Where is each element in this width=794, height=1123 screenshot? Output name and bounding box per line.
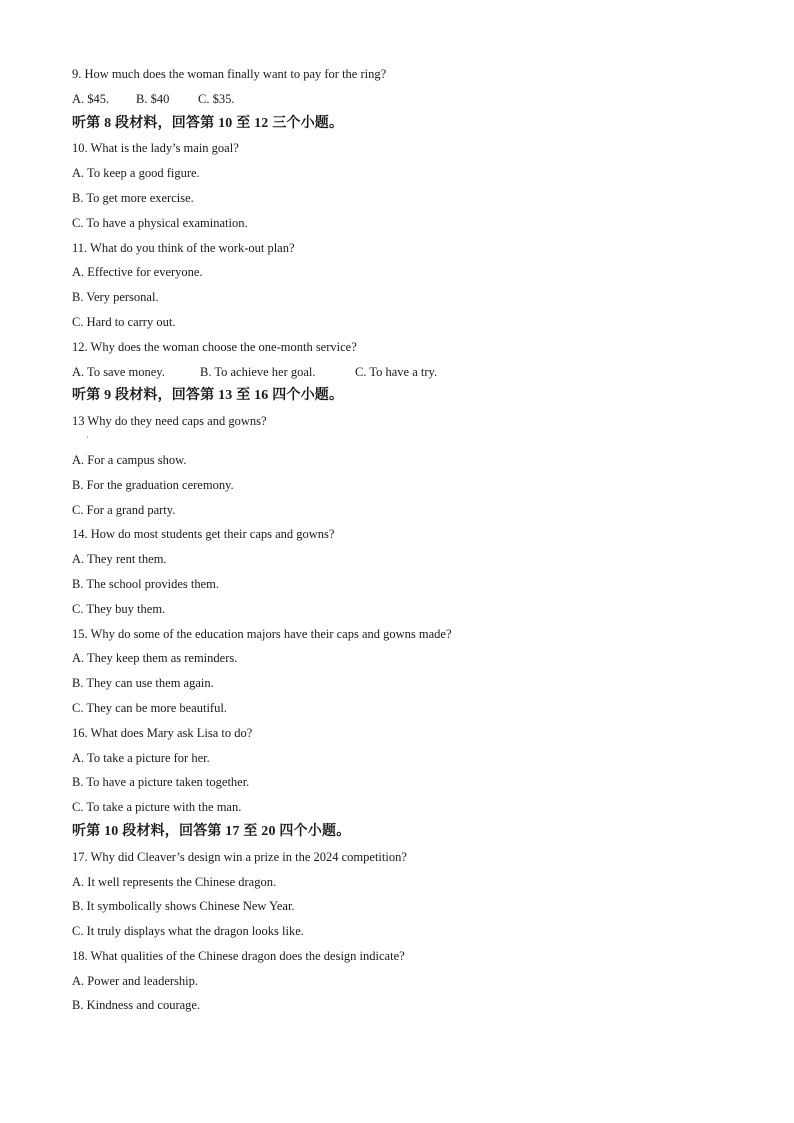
option-b: B. $40 <box>136 91 170 106</box>
option-a: A. To save money. <box>72 364 165 379</box>
question-13-option-c: C. For a grand party. <box>72 502 176 517</box>
question-13: 13 Why do they need caps and gowns? <box>72 414 267 429</box>
option-c: C. To have a try. <box>355 364 438 379</box>
question-15-option-b: B. They can use them again. <box>72 676 214 691</box>
question-17-option-b: B. It symbolically shows Chinese New Year. <box>72 899 295 914</box>
question-11-option-a: A. Effective for everyone. <box>72 265 203 280</box>
section-9-heading: 听第 9 段材料，回答第 13 至 16 四个小题。 <box>72 388 344 404</box>
question-16-option-a: A. To take a picture for her. <box>72 750 210 765</box>
question-16: 16. What does Mary ask Lisa to do? <box>72 725 253 740</box>
section-10-heading: 听第 10 段材料，回答第 17 至 20 四个小题。 <box>72 823 351 839</box>
question-18: 18. What qualities of the Chinese dragon does the design indicate? <box>72 948 405 963</box>
document-page <box>72 62 732 1018</box>
question-14-option-a: A. They rent them. <box>72 552 167 567</box>
question-14-option-c: C. They buy them. <box>72 601 166 616</box>
question-13-option-b: B. For the graduation ceremony. <box>72 477 234 492</box>
question-15-option-a: A. They keep them as reminders. <box>72 651 238 666</box>
question-9: 9. How much does the woman finally want to pay for the ring? <box>72 67 387 81</box>
question-11: 11. What do you think of the work-out plan? <box>72 240 295 255</box>
question-14: 14. How do most students get their caps and gowns? <box>72 527 335 542</box>
question-16-option-c: C. To take a picture with the man. <box>72 800 242 815</box>
question-11-option-b: B. Very personal. <box>72 290 159 305</box>
option-b: B. To achieve her goal. <box>200 364 316 379</box>
question-10-option-c: C. To have a physical examination. <box>72 215 248 230</box>
question-17-option-c: C. It truly displays what the dragon looks like. <box>72 924 304 939</box>
question-11-option-c: C. Hard to carry out. <box>72 314 176 329</box>
question-12-options <box>72 360 732 385</box>
option-a: A. $45. <box>72 91 110 106</box>
question-16-option-b: B. To have a picture taken together. <box>72 775 250 790</box>
question-14-option-b: B. The school provides them. <box>72 576 219 591</box>
question-10-option-a: A. To keep a good figure. <box>72 166 200 181</box>
question-10-option-b: B. To get more exercise. <box>72 190 194 205</box>
question-13-option-a: A. For a campus show. <box>72 452 187 467</box>
question-9-options <box>72 87 732 112</box>
option-c: C. $35. <box>198 91 235 106</box>
question-15: 15. Why do some of the education majors have their caps and gowns made? <box>72 626 452 641</box>
question-12: 12. Why does the woman choose the one-month service? <box>72 339 357 354</box>
question-17-option-a: A. It well represents the Chinese dragon. <box>72 874 277 889</box>
question-10: 10. What is the lady’s main goal? <box>72 141 239 156</box>
section-8-heading: 听第 8 段材料，回答第 10 至 12 三个小题。 <box>72 115 344 131</box>
question-18-option-b: B. Kindness and courage. <box>72 998 201 1013</box>
question-17: 17. Why did Cleaver’s design win a prize in the 2024 competition? <box>72 849 407 864</box>
question-18-option-a: A. Power and leadership. <box>72 973 199 988</box>
stray-dot: · <box>86 432 89 442</box>
question-15-option-c: C. They can be more beautiful. <box>72 700 227 715</box>
